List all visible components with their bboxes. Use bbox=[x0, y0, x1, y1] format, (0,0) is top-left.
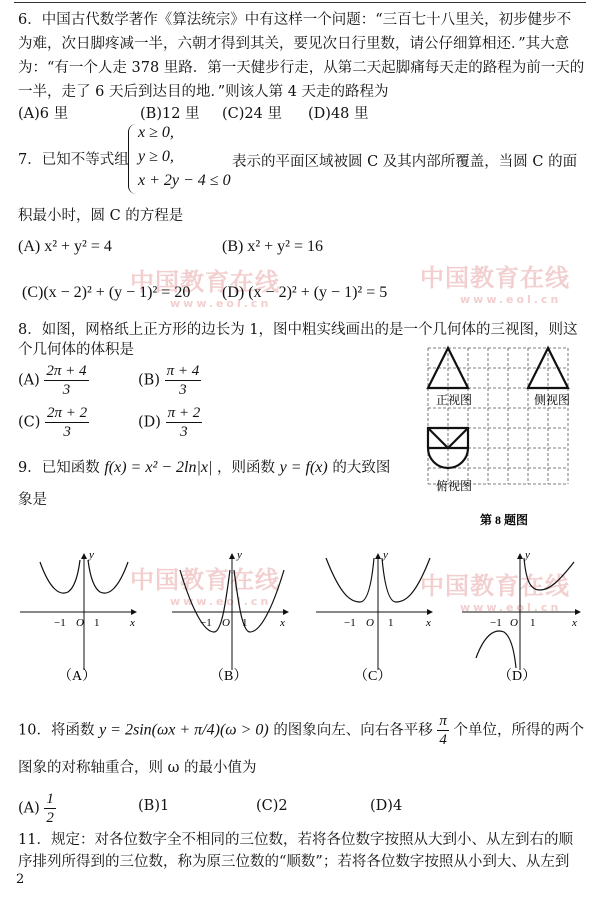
svg-text:−1: −1 bbox=[200, 617, 212, 629]
watermark bbox=[420, 258, 570, 306]
q10-option-fraction bbox=[44, 790, 56, 827]
top-view-label: 俯视图 bbox=[436, 479, 473, 493]
watermark-url: www.eol.cn bbox=[170, 297, 272, 310]
q6-line: 为难，次日脚疼减一半，六朝才得到其关，要见次日行里数，请公仔细算相还．”其大意 bbox=[18, 36, 570, 52]
graph-label-d: （D） bbox=[498, 669, 537, 684]
q10-option-c: (C)2 bbox=[256, 798, 288, 814]
svg-text:y: y bbox=[237, 549, 242, 561]
q9-prefix: 9．已知函数 bbox=[18, 460, 100, 476]
page-number: 2 bbox=[16, 872, 25, 887]
fraction-numerator: 2π + 2 bbox=[47, 405, 88, 421]
q7-prefix: 7．已知不等式组 bbox=[18, 152, 129, 168]
q7-condition: x + 2y − 4 ≤ 0 bbox=[138, 172, 231, 189]
q8-line: 个几何体的体积是 bbox=[18, 342, 134, 358]
fraction-numerator: 1 bbox=[46, 791, 54, 807]
q9-graphs bbox=[0, 540, 600, 690]
svg-text:−1: −1 bbox=[490, 617, 502, 629]
q7-option-d: (D) (x − 2)² + (y − 1)² = 5 bbox=[222, 284, 388, 301]
q11-line: 序排列所得到的三位数，称为原三位数的“顺数”；若将各位数字按照从小到大、从左到 bbox=[18, 854, 570, 870]
svg-text:O: O bbox=[76, 617, 84, 629]
q8-option-label: (D) bbox=[138, 414, 161, 431]
q7-option-c: (C)(x − 2)² + (y − 1)² = 20 bbox=[22, 284, 191, 301]
q10-prefix: 10．将函数 bbox=[18, 722, 95, 739]
svg-text:y: y bbox=[89, 549, 94, 561]
q9-mid: ，则函数 bbox=[217, 460, 275, 476]
q6-option-b: (B)12 里 bbox=[140, 106, 200, 122]
watermark-text: 中国教育在线 bbox=[420, 264, 570, 292]
svg-text:x: x bbox=[572, 617, 577, 629]
fraction-numerator: π + 4 bbox=[166, 363, 200, 379]
watermark-text: 中国教育在线 bbox=[130, 268, 280, 296]
q8-option-fraction bbox=[44, 362, 88, 399]
watermark-url: www.eol.cn bbox=[460, 293, 562, 306]
q8-option-a bbox=[18, 362, 89, 399]
graph-label-a: （A） bbox=[58, 669, 97, 684]
q6-line: 6．中国古代数学著作《算法统宗》中有这样一个问题：“三百七十八里关，初步健步不 bbox=[18, 12, 572, 28]
q7-condition: y ≥ 0, bbox=[138, 148, 174, 165]
watermark-text: 中国教育在线 bbox=[130, 566, 280, 594]
fraction-numerator: π + 2 bbox=[167, 405, 201, 421]
svg-text:1: 1 bbox=[242, 617, 248, 629]
fraction-denominator: 2 bbox=[46, 810, 54, 826]
svg-text:y: y bbox=[525, 549, 530, 561]
q7-condition: x ≥ 0, bbox=[138, 124, 174, 141]
fraction-denominator: 3 bbox=[179, 382, 187, 398]
q8-option-fraction bbox=[45, 404, 89, 441]
q10-line2: 图象的对称轴重合，则 ω 的最小值为 bbox=[18, 760, 257, 776]
svg-text:−1: −1 bbox=[344, 617, 356, 629]
q10-shift-fraction bbox=[437, 712, 449, 749]
graph-label-b: （B） bbox=[210, 669, 248, 684]
figure-caption: 第 8 题图 bbox=[480, 513, 529, 527]
svg-text:y: y bbox=[383, 549, 388, 561]
graph-d bbox=[462, 549, 580, 670]
fraction-denominator: 3 bbox=[63, 424, 71, 440]
svg-text:x: x bbox=[130, 617, 135, 629]
q8-option-c bbox=[18, 404, 89, 441]
q11-line: 11．规定：对各位数字全不相同的三位数，若将各位数字按照从大到小、从左到右的顺 bbox=[18, 832, 573, 848]
watermark-url: www.eol.cn bbox=[170, 595, 272, 608]
svg-text:O: O bbox=[366, 617, 374, 629]
q9-line2: 象是 bbox=[18, 492, 47, 508]
fraction-numerator: 2π + 4 bbox=[46, 363, 87, 379]
svg-text:O: O bbox=[222, 617, 230, 629]
q10-line1 bbox=[18, 712, 584, 749]
graph-label-c: （C） bbox=[354, 669, 392, 684]
graph-b bbox=[172, 549, 288, 670]
q8-line: 8．如图，网格纸上正方形的边长为 1，图中粗实线画出的是一个几何体的三视图，则这 bbox=[18, 322, 578, 338]
fraction-denominator: 3 bbox=[180, 424, 188, 440]
q9-line1 bbox=[18, 458, 390, 478]
svg-text:x: x bbox=[426, 617, 431, 629]
fraction-denominator: 3 bbox=[62, 382, 71, 398]
q8-option-fraction bbox=[166, 404, 203, 441]
side-view-label: 侧视图 bbox=[534, 393, 571, 407]
graph-a bbox=[20, 549, 136, 670]
q7-line2: 积最小时，圆 C 的方程是 bbox=[18, 208, 184, 224]
q8-option-label: (A) bbox=[18, 372, 40, 389]
curve-right bbox=[524, 558, 574, 590]
q10-function: y = 2sin(ωx + π/4)(ω > 0) bbox=[99, 721, 269, 739]
q10-option-a bbox=[18, 790, 56, 827]
svg-text:1: 1 bbox=[94, 617, 100, 629]
figure-grid bbox=[428, 348, 571, 484]
q9-function: f(x) = x² − 2ln|x| bbox=[104, 459, 213, 476]
q6-line: 一半，走了 6 天后到达目的地．”则该人第 4 天走的路程为 bbox=[18, 84, 389, 100]
q10-suffix: 个单位，所得的两个 bbox=[453, 722, 585, 739]
q10-option-d: (D)4 bbox=[370, 798, 403, 814]
fraction-numerator: π bbox=[439, 713, 447, 729]
q6-line: 为：“有一个人走 378 里路．第一天健步行走，从第二天起脚痛每天走的路程为前一天的 bbox=[18, 60, 585, 76]
q7-option-a: (A) x² + y² = 4 bbox=[18, 238, 112, 255]
q8-option-b bbox=[138, 362, 201, 399]
curve-right bbox=[88, 560, 128, 593]
q8-option-label: (C) bbox=[18, 414, 41, 431]
q8-option-d bbox=[138, 404, 202, 441]
q10-option-label: (A) bbox=[18, 800, 40, 817]
svg-text:−1: −1 bbox=[54, 617, 66, 629]
svg-text:x: x bbox=[280, 617, 285, 629]
graph-c bbox=[316, 549, 432, 670]
q9-suffix: 的大致图 bbox=[332, 460, 391, 476]
watermark-url: www.eol.cn bbox=[460, 601, 562, 614]
watermark-text: 中国教育在线 bbox=[420, 572, 570, 600]
curve-left bbox=[40, 560, 80, 593]
q6-option-c: (C)24 里 bbox=[222, 106, 282, 122]
q9-function-y: y = f(x) bbox=[279, 459, 328, 476]
q10-mid: 的图象向左、向右各平移 bbox=[273, 722, 433, 739]
q7-suffix: 表示的平面区域被圆 C 及其内部所覆盖，当圆 C 的面 bbox=[232, 154, 578, 170]
curve-right bbox=[382, 558, 430, 602]
q7-option-b: (B) x² + y² = 16 bbox=[222, 238, 323, 255]
svg-text:O: O bbox=[510, 617, 518, 629]
front-view-label: 正视图 bbox=[436, 393, 473, 407]
curve-left bbox=[326, 558, 374, 602]
svg-text:1: 1 bbox=[530, 617, 536, 629]
q6-option-a: (A)6 里 bbox=[18, 106, 69, 122]
q8-option-fraction bbox=[165, 362, 202, 399]
q6-option-d: (D)48 里 bbox=[308, 106, 369, 122]
fraction-denominator: 4 bbox=[439, 732, 447, 748]
top-rule bbox=[14, 2, 586, 3]
curve-left bbox=[476, 631, 516, 668]
q8-option-label: (B) bbox=[138, 372, 160, 389]
q8-three-view-figure bbox=[422, 344, 586, 530]
svg-text:1: 1 bbox=[388, 617, 394, 629]
q10-option-b: (B)1 bbox=[138, 798, 170, 814]
q7-brace bbox=[128, 124, 137, 194]
